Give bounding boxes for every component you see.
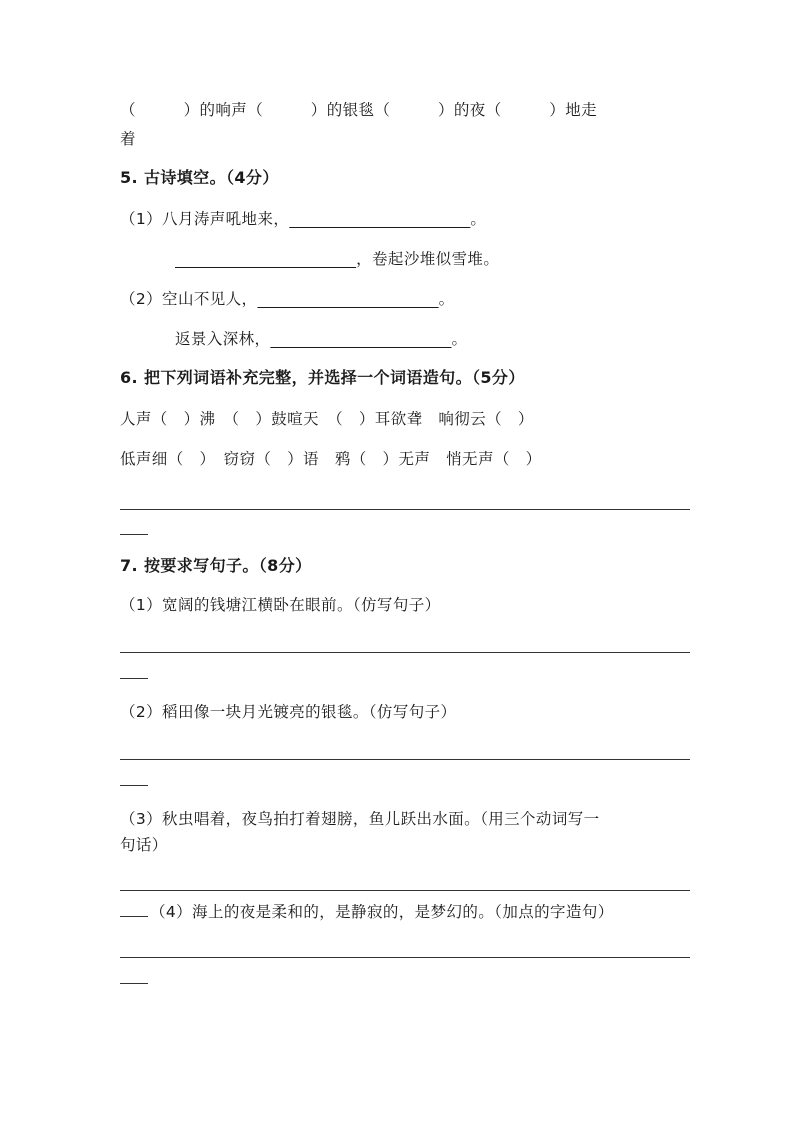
- q5-item1b-blank[interactable]: [175, 250, 356, 268]
- q5-item1-prefix: （1）八月涛声吼地来，: [120, 210, 290, 228]
- q5-item2b-prefix: 返景入深林，: [175, 330, 271, 348]
- q7-s3-answer-line-tail: [120, 916, 148, 917]
- q5-item2-end: 。: [438, 290, 455, 308]
- q5-title: 5. 古诗填空。（4分）: [120, 168, 279, 187]
- q5-item2-prefix: （2）空山不见人，: [120, 290, 258, 308]
- q7-s2-answer-line[interactable]: [120, 759, 690, 760]
- q4-fill-blanks-continuation: 着: [120, 130, 136, 148]
- q7-s4-answer-line-tail: [120, 983, 148, 984]
- q5-item1: [120, 208, 690, 230]
- q5-item1-blank[interactable]: [289, 210, 470, 228]
- q5-item2b-end: 。: [451, 330, 468, 348]
- q7-sentence1: （1）宽阔的钱塘江横卧在眼前。（仿写句子）: [120, 596, 441, 614]
- q7-s1-answer-line-tail: [120, 678, 148, 679]
- q6-title: 6. 把下列词语补充完整，并选择一个词语造句。（5分）: [120, 368, 525, 387]
- q5-item2-blank[interactable]: [257, 290, 438, 308]
- q4-fill-blanks-line: （ ）的响声（ ）的银毯（ ）的夜（ ）地走: [120, 101, 598, 119]
- q5-item2: [120, 288, 690, 310]
- q7-title: 7. 按要求写句子。（8分）: [120, 556, 312, 575]
- q7-s1-answer-line[interactable]: [120, 652, 690, 653]
- q7-sentence3: （3）秋虫唱着，夜鸟拍打着翅膀，鱼儿跃出水面。（用三个动词写一: [120, 810, 600, 828]
- q5-item2b-blank[interactable]: [270, 330, 451, 348]
- q6-answer-line[interactable]: [120, 509, 690, 510]
- q5-item1-end: 。: [470, 210, 487, 228]
- q6-row1: 人声（ ）沸 （ ）鼓喧天 （ ）耳欲聋 响彻云（ ）: [120, 410, 534, 428]
- q6-answer-line-tail: [120, 534, 148, 535]
- q7-s3-answer-line[interactable]: [120, 890, 690, 891]
- q7-sentence4: （4）海上的夜是柔和的，是静寂的，是梦幻的。（加点的字造句）: [150, 903, 614, 921]
- q7-sentence2: （2）稻田像一块月光镀亮的银毯。（仿写句子）: [120, 703, 457, 721]
- q7-s2-answer-line-tail: [120, 785, 148, 786]
- q7-sentence3-continuation: 句话）: [120, 836, 168, 854]
- q5-item1b-suffix: ，卷起沙堆似雪堆。: [356, 250, 500, 268]
- q6-row2: 低声细（ ） 窃窃（ ）语 鸦（ ）无声 悄无声（ ）: [120, 450, 542, 468]
- q5-item1b: [175, 248, 745, 270]
- q5-item2b: [175, 328, 745, 350]
- q7-s4-answer-line[interactable]: [120, 957, 690, 958]
